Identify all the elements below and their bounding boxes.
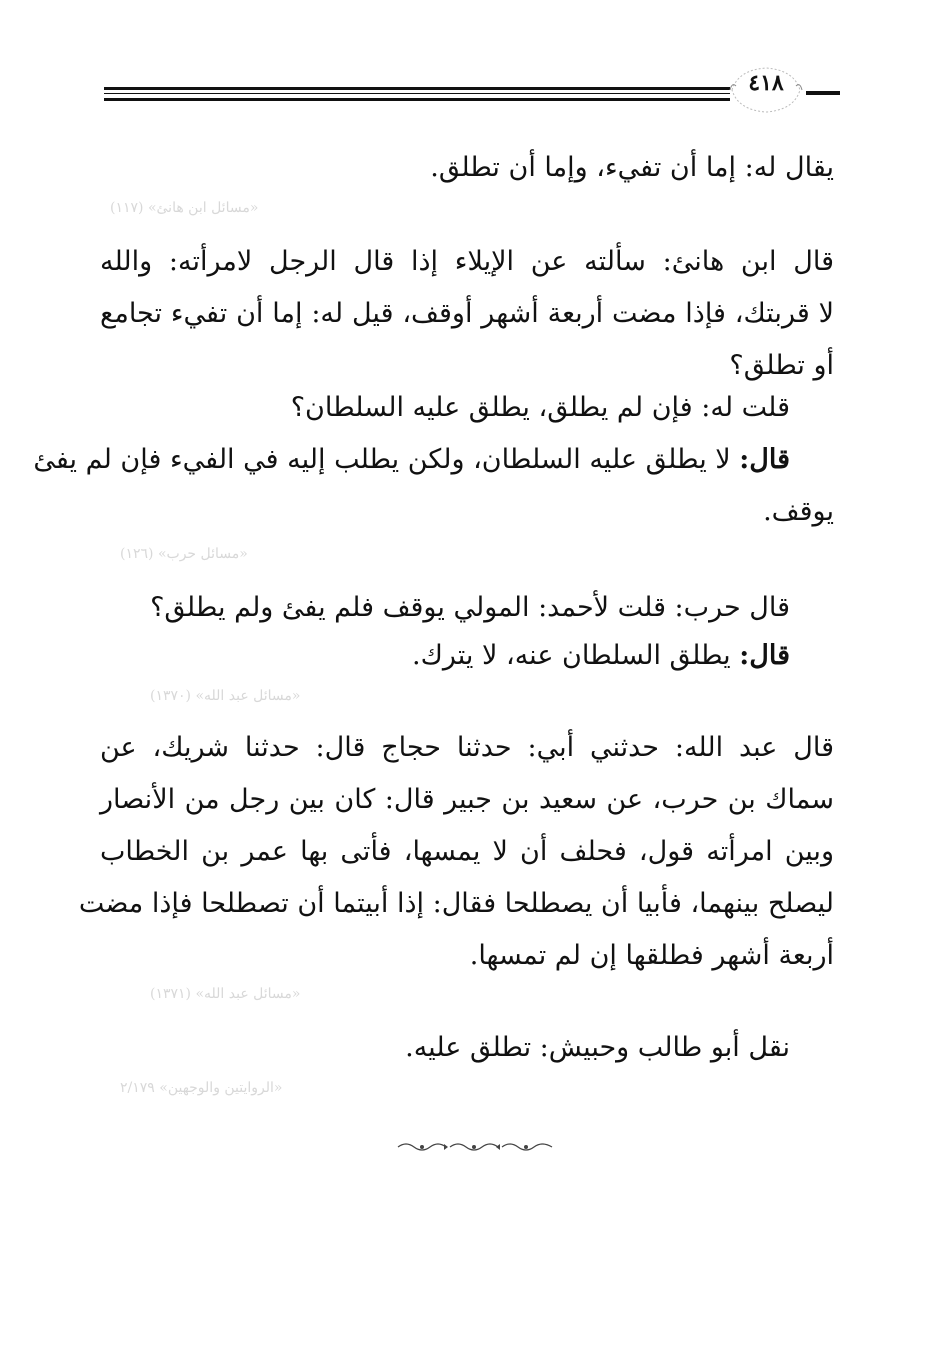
faint-reference: «مسائل حرب» (١٢٦) <box>120 546 248 562</box>
text-line: يوقف. <box>763 496 834 527</box>
faint-reference: «مسائل ابن هانئ» (١١٧) <box>110 200 259 216</box>
header-rule-bottom <box>104 98 730 101</box>
text-line: قال عبد الله: حدثني أبي: حدثنا حجاج قال: حدثنا شريك، عن <box>100 732 834 763</box>
faint-reference: «مسائل عبد الله» (١٣٧٠) <box>150 688 301 704</box>
text-line: ليصلح بينهما، فأبيا أن يصطلحا فقال: إذا أبيتما أن تصطلحا فإذا مضت <box>78 888 834 919</box>
text-line: أربعة أشهر فطلقها إن لم تمسها. <box>469 940 834 971</box>
paragraph-2 <box>100 236 834 392</box>
text-line: يقال له: إما أن تفيء، وإما أن تطلق. <box>430 152 834 183</box>
text-line: قال حرب: قلت لأحمد: المولي يوقف فلم يفئ ولم يطلق؟ <box>150 592 790 623</box>
paragraph-3 <box>100 382 790 434</box>
paragraph-4 <box>33 434 790 486</box>
text-line: قال ابن هانئ: سألته عن الإيلاء إذا قال الرجل لامرأته: والله <box>100 246 834 277</box>
paragraph-4-cont <box>100 486 834 538</box>
paragraph-7 <box>78 722 834 982</box>
text-line: أو تطلق؟ <box>729 350 834 381</box>
speaker-label: قال: <box>739 640 790 671</box>
header-rule-top <box>104 87 730 90</box>
paragraph-8 <box>100 1022 790 1074</box>
faint-reference: «الروايتين والوجهين» ٢/١٧٩ <box>120 1080 283 1096</box>
text-line: نقل أبو طالب وحبيش: تطلق عليه. <box>405 1032 790 1063</box>
text-line: يطلق السلطان عنه، لا يترك. <box>412 640 731 671</box>
page-number: ٤١٨ <box>748 70 784 96</box>
paragraph-1 <box>100 142 834 194</box>
faint-reference: «مسائل عبد الله» (١٣٧١) <box>150 986 301 1002</box>
text-line: وبين امرأته قول، فحلف أن لا يمسها، فأتى بها عمر بن الخطاب <box>100 836 834 867</box>
text-line: لا قربتك، فإذا مضت أربعة أشهر أوقف، قيل له: إما أن تفيء تجامع <box>100 298 834 329</box>
speaker-label: قال: <box>739 444 790 475</box>
paragraph-6 <box>100 630 790 682</box>
text-line: سماك بن حرب، عن سعيد بن جبير قال: كان بين رجل من الأنصار <box>100 784 834 815</box>
header-rule-right <box>806 91 840 95</box>
header-rule-middle <box>104 93 730 94</box>
text-line: قلت له: فإن لم يطلق، يطلق عليه السلطان؟ <box>290 392 790 423</box>
paragraph-5 <box>100 582 790 634</box>
section-end-ornament-icon <box>396 1140 554 1154</box>
text-line: لا يطلق عليه السلطان، ولكن يطلب إليه في الفيء فإن لم يفئ <box>33 444 731 475</box>
